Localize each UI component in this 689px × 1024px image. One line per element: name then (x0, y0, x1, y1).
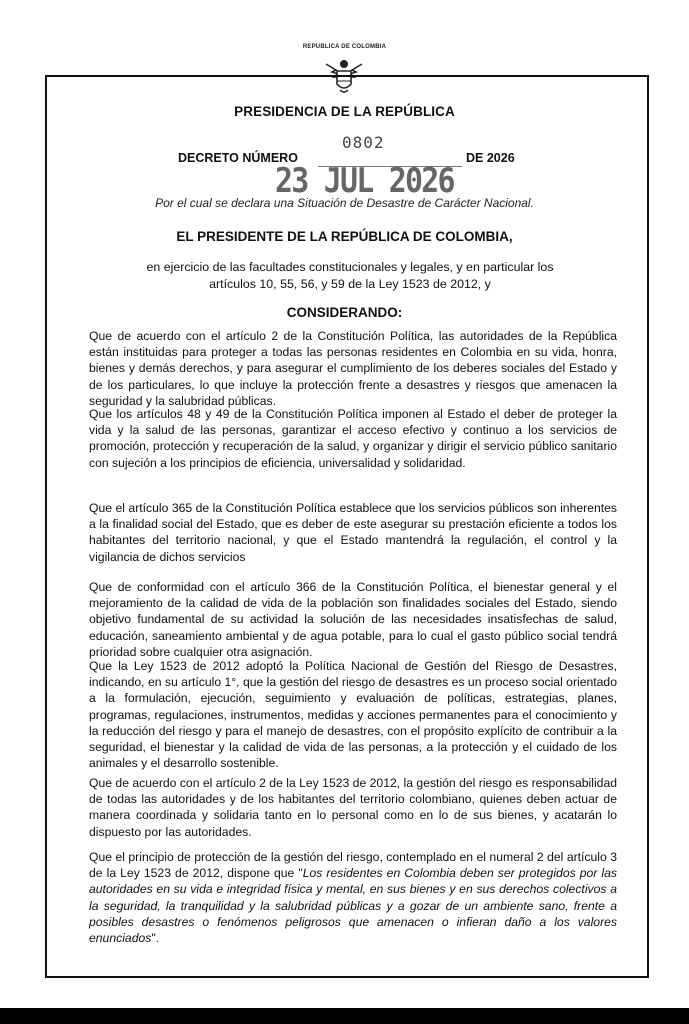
considerando-paragraph-6: Que de acuerdo con el artículo 2 de la Ley 1523 de 2012, la gestión del riesgo es responsabilidad de todas las autoridades y de los habitantes del territorio colombiano, quienes deben actuar de manera coordinada y solidaria tanto en lo personal como en lo de sus bienes, y acatarán lo dispuesto por las autoridades. (89, 776, 617, 839)
bottom-border (0, 1008, 689, 1024)
paragraph-7-quote: Los residentes en Colombia deben ser protegidos por las autoridades en su vida e integridad física y mental, en sus bienes y en sus derechos colectivos a la seguridad, la tranquilidad y la salubridad públicas y a gozar de un ambiente sano, frente a posibles desastres o fenómenos peligrosos que amenacen o infieran daño a los valores enunciados (89, 866, 617, 946)
president-heading: EL PRESIDENTE DE LA REPÚBLICA DE COLOMBIA, (176, 229, 513, 244)
considerando-paragraph-7 (89, 849, 617, 946)
paragraph-7-tail: ". (151, 931, 160, 946)
decree-subtitle: Por el cual se declara una Situación de Desastre de Carácter Nacional. (155, 196, 534, 210)
paragraph-7-lead: Que el principio de protección de la gestión del riesgo, contemplado en el numeral 2 del artículo 3 de la Ley 1523 de 2012, dispone que " (89, 850, 617, 881)
considerando-paragraph-5: Que la Ley 1523 de 2012 adoptó la Política Nacional de Gestión del Riesgo de Desastres, indicando, en su artículo 1°, que la gestión del riesgo de desastres es un proceso social orientado a la formulación, ejecución, seguimiento y evaluación de políticas, estrategias, planes, programas, regulaciones, instrumentos, medidas y acciones permanentes para el conocimiento y la reducción del riesgo y para el manejo de desastres, con el propósito explícito de contribuir a la seguridad, el bienestar y la calidad de vida de las personas, a la protección y el cuidado de los animales y el desarrollo sostenible. (89, 659, 617, 771)
decree-number: 0802 (342, 133, 385, 152)
decree-year: DE 2026 (466, 151, 515, 165)
considerando-paragraph-3: Que el artículo 365 de la Constitución Política establece que los servicios públicos son inherentes a la finalidad social del Estado, que es deber de este asegurar su prestación eficiente a todos los habitantes del territorio nacional, y que el Estado mantendrá la regulación, el control y la vigilancia de dichos servicios (89, 501, 617, 564)
considerando-paragraph-4: Que de conformidad con el artículo 366 de la Constitución Política, el bienestar general y el mejoramiento de la calidad de vida de la población son finalidades sociales del Estado, siendo objetivo fundamental de su actividad la solución de las necesidades insatisfechas de salud, educación, saneamiento ambiental y de agua potable, para lo cual el gasto público social tendrá prioridad sobre cualquier otra asignación. (89, 580, 617, 659)
considerando-paragraph-1: Que de acuerdo con el artículo 2 de la Constitución Política, las autoridades de la República están instituidas para proteger a todas las personas residentes en Colombia en su vida, honra, bienes y demás derechos, y para asegurar el cumplimiento de los deberes sociales del Estado y de los particulares, lo que incluye la protección frente a desastres y riesgos que amenacen la seguridad y la salubridad públicas. (89, 329, 617, 408)
considerando-paragraph-2: Que los artículos 48 y 49 de la Constitución Política imponen al Estado el deber de proteger la vida y la salud de las personas, garantizar el acceso efectivo y continuo a los servicios de promoción, protección y recuperación de la salud, y organizar y dirigir el servicio público sanitario con sujeción a los principios de eficiencia, universalidad y solidaridad. (89, 407, 617, 470)
decreto-label: DECRETO NÚMERO (178, 151, 298, 165)
date-stamp: 23 JUL 2026 (275, 161, 454, 201)
considerando-heading: CONSIDERANDO: (286, 305, 403, 320)
republica-label: REPUBLICA DE COLOMBIA (302, 44, 387, 50)
facultades-text: en ejercicio de las facultades constitucionales y legales, y en particular los artículos 10, 55, 56, y 59 de la Ley 1523 de 2012, y (146, 260, 554, 291)
presidencia-title: PRESIDENCIA DE LA REPÚBLICA (234, 104, 455, 119)
